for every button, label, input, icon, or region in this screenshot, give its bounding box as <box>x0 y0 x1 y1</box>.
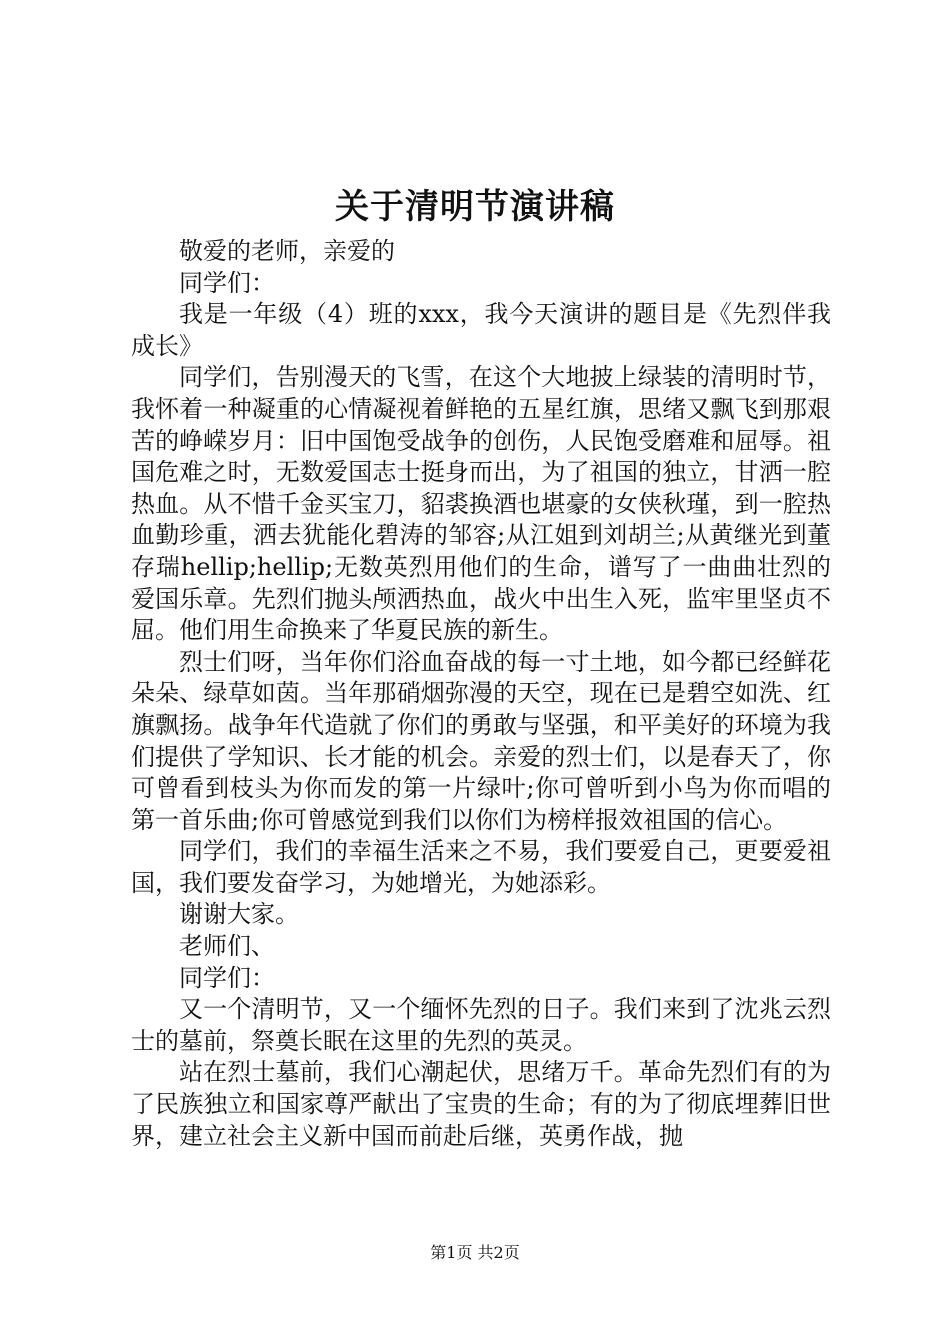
paragraph-body: 同学们，告别漫天的飞雪，在这个大地披上绿装的清明时节，我怀着一种凝重的心情凝视着鲜艳的五星红旗，思绪又飘飞到那艰苦的峥嵘岁月：旧中国饱受战争的创伤，人民饱受磨难和屈辱。祖国危难之时，无数爱国志士挺身而出，为了祖国的独立，甘洒一腔热血。从不惜千金买宝刀，貂裘换酒也堪豪的女侠秋瑾，到一腔热血勤珍重，洒去犹能化碧涛的邹容;从江姐到刘胡兰;从黄继光到董存瑞hellip;hellip;无数英烈用他们的生命，谱写了一曲曲壮烈的爱国乐章。先烈们抛头颅洒热血，战火中出生入死，监牢里坚贞不屈。他们用生命换来了华夏民族的新生。 <box>131 363 831 645</box>
paragraph-body: 烈士们呀，当年你们浴血奋战的每一寸土地，如今都已经鲜花朵朵、绿草如茵。当年那硝烟弥漫的天空，现在已是碧空如洗、红旗飘扬。战争年代造就了你们的勇敢与坚强，和平美好的环境为我们提供了学知识、长才能的机会。亲爱的烈士们，以是春天了，你可曾看到枝头为你而发的第一片绿叶;你可曾听到小鸟为你而唱的第一首乐曲;你可曾感觉到我们以你们为榜样报效祖国的信心。 <box>131 647 831 834</box>
paragraph-body: 站在烈士墓前，我们心潮起伏，思绪万千。革命先烈们有的为了民族独立和国家尊严献出了宝贵的生命；有的为了彻底埋葬旧世界，建立社会主义新中国而前赴后继，英勇作战，抛 <box>131 1058 831 1150</box>
document-body <box>131 236 831 1152</box>
paragraph-body: 同学们，我们的幸福生活来之不易，我们要爱自己，更要爱祖国，我们要发奋学习，为她增光，为她添彩。 <box>131 837 831 897</box>
paragraph-body: 又一个清明节，又一个缅怀先烈的日子。我们来到了沈兆云烈士的墓前，祭奠长眠在这里的先烈的英灵。 <box>131 995 831 1055</box>
paragraph-salutation-4: 同学们： <box>179 963 275 992</box>
paragraph-closing: 谢谢大家。 <box>179 900 299 929</box>
paragraph-salutation-1: 敬爱的老师，亲爱的 <box>179 237 395 265</box>
paragraph-salutation-3: 老师们、 <box>179 932 275 961</box>
page-number-footer: 第1页 共2页 <box>430 1243 520 1262</box>
document-title: 关于清明节演讲稿 <box>335 187 615 227</box>
paragraph-salutation-2: 同学们： <box>179 268 275 297</box>
paragraph-intro: 我是一年级（4）班的xxx，我今天演讲的题目是《先烈伴我成长》 <box>131 300 831 360</box>
